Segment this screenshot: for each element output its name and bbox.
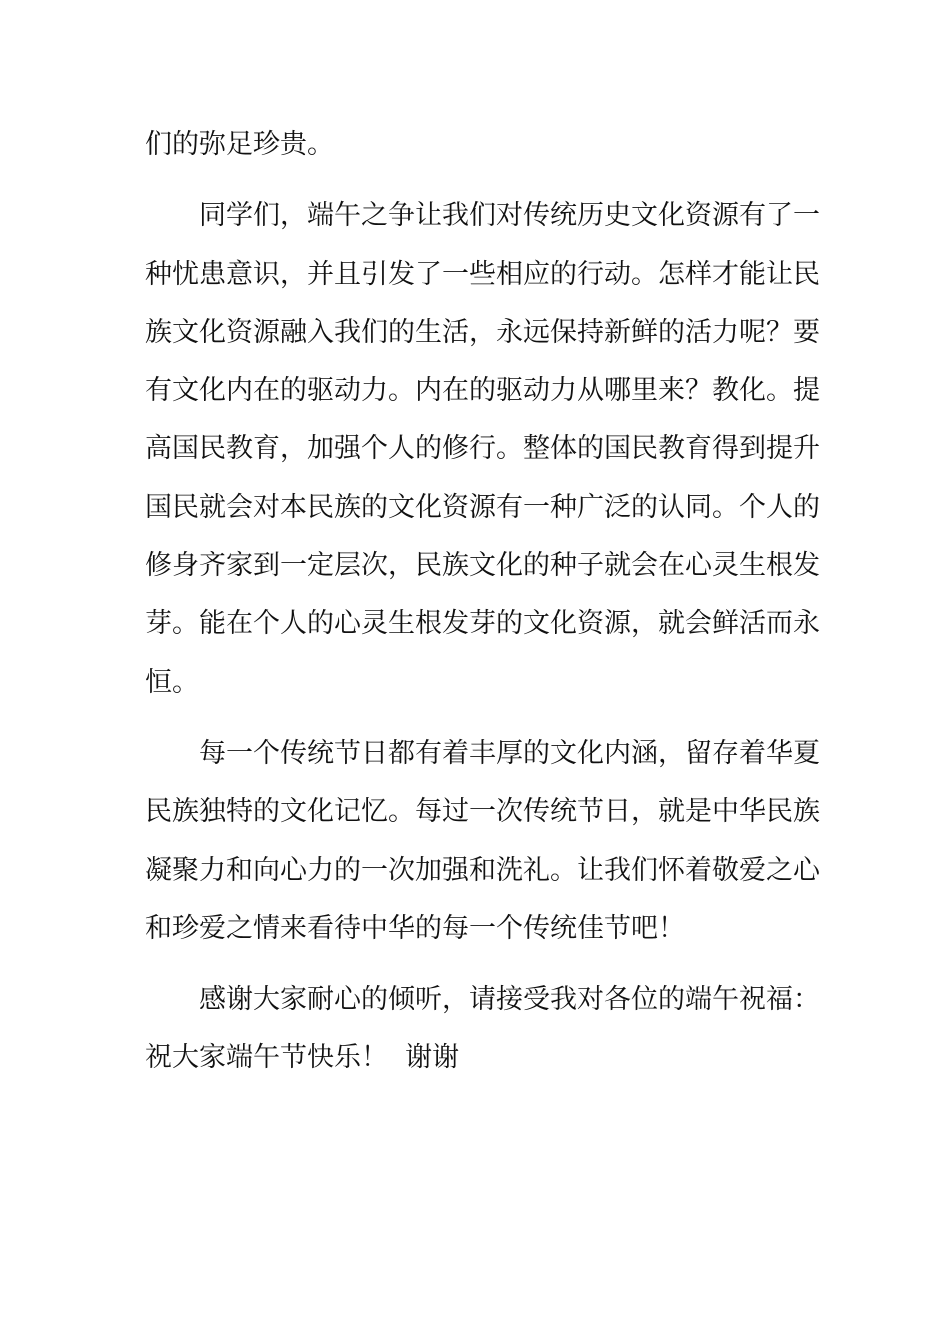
document-body	[145, 116, 820, 1088]
text-line: 感谢大家耐心的倾听，请接受我对各位的端午祝福：	[199, 984, 820, 1016]
text-line: 凝聚力和向心力的一次加强和洗礼。让我们怀着敬爱之心	[145, 854, 820, 886]
text-line: 和珍爱之情来看待中华的每一个传统佳节吧！	[145, 912, 685, 944]
text-line: 种忧患意识，并且引发了一些相应的行动。怎样才能让民	[145, 258, 820, 290]
text-line: 恒。	[145, 666, 199, 698]
text-line: 每一个传统节日都有着丰厚的文化内涵，留存着华夏	[199, 737, 820, 769]
paragraph-continuation	[145, 116, 810, 174]
paragraph-traditional-festivals	[145, 725, 820, 958]
text-line: 祝大家端午节快乐！ 谢谢	[145, 1042, 460, 1074]
text-line: 国民就会对本民族的文化资源有一种广泛的认同。个人的	[145, 491, 820, 523]
text-line: 民族独特的文化记忆。每过一次传统节日，就是中华民族	[145, 796, 820, 828]
text-line: 高国民教育，加强个人的修行。整体的国民教育得到提升	[145, 433, 820, 465]
paragraph-cultural-awareness	[145, 187, 820, 712]
text-line: 同学们，端午之争让我们对传统历史文化资源有了一	[199, 200, 820, 232]
text-line: 有文化内在的驱动力。内在的驱动力从哪里来？教化。提	[145, 375, 820, 407]
text-line: 们的弥足珍贵。	[145, 129, 334, 160]
text-line: 修身齐家到一定层次，民族文化的种子就会在心灵生根发	[145, 550, 820, 582]
text-line: 族文化资源融入我们的生活，永远保持新鲜的活力呢？要	[145, 316, 820, 348]
paragraph-closing-thanks	[145, 971, 820, 1088]
text-line: 芽。能在个人的心灵生根发芽的文化资源，就会鲜活而永	[145, 608, 820, 640]
